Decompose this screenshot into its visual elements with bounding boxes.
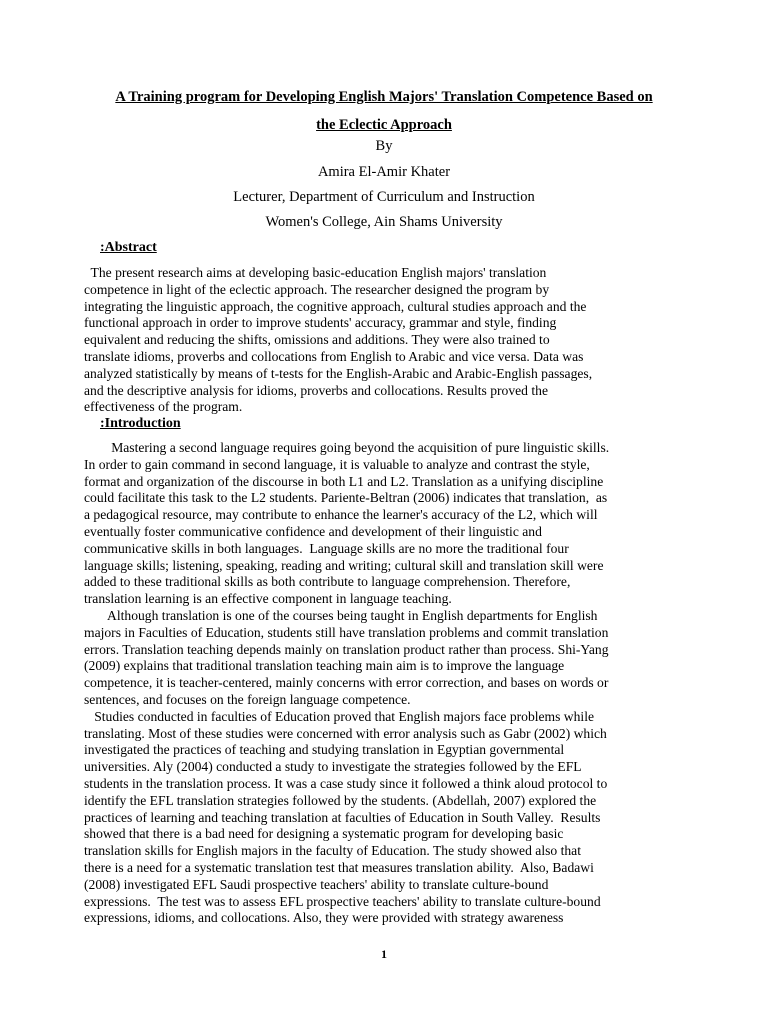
intro-line: communicative skills in both languages. Language skills are no more the traditional four	[84, 540, 569, 556]
introduction-heading: :Introduction	[100, 416, 181, 431]
abstract-line: and the descriptive analysis for idioms, proverbs and collocations. Results proved the	[84, 382, 548, 398]
abstract-line: functional approach in order to improve students' accuracy, grammar and style, finding	[84, 315, 557, 331]
intro-line: students in the translation process. It was a case study since it followed a think aloud protocol to	[84, 775, 608, 791]
intro-line: (2009) explains that traditional translation teaching main aim is to improve the language	[84, 658, 565, 674]
author-position: Lecturer, Department of Curriculum and Instruction	[233, 189, 535, 205]
intro-line: a pedagogical resource, may contribute to enhance the learner's accuracy of the L2, which will	[84, 507, 598, 523]
intro-line: errors. Translation teaching depends mainly on translation product rather than process. Shi-Yang	[84, 641, 609, 657]
intro-line: competence, it is teacher-centered, mainly concerns with error correction, and bases on words or	[84, 675, 609, 691]
abstract-line: The present research aims at developing basic-education English majors' translation	[84, 265, 547, 280]
intro-line: translation learning is an effective component in language teaching.	[84, 591, 452, 607]
paper-title	[84, 83, 684, 139]
abstract-body	[84, 265, 690, 416]
author-name: Amira El-Amir Khater	[317, 164, 451, 180]
abstract-line: equivalent and reducing the shifts, omissions and additions. They were also trained to	[84, 332, 550, 348]
intro-line: eventually foster communicative confidence and development of their linguistic and	[84, 523, 542, 539]
intro-line: Studies conducted in faculties of Education proved that English majors face problems while	[84, 708, 595, 724]
intro-line: (2008) investigated EFL Saudi prospective teachers' ability to translate culture-bound	[84, 876, 549, 892]
author-affiliation: Women's College, Ain Shams University	[265, 214, 503, 230]
by-line: By	[375, 138, 393, 154]
abstract-heading: :Abstract	[100, 240, 157, 255]
intro-line: majors in Faculties of Education, students still have translation problems and commit translation	[84, 624, 609, 640]
intro-line: added to these traditional skills as both contribute to language comprehension. Therefore,	[84, 574, 571, 590]
intro-line: Although translation is one of the courses being taught in English departments for English	[84, 607, 598, 623]
intro-line: translation skills for English majors in the faculty of Education. The study showed also that	[84, 843, 581, 859]
page-number: 1	[381, 947, 387, 961]
intro-line: expressions, idioms, and collocations. Also, they were provided with strategy awareness	[84, 910, 564, 926]
intro-line: Mastering a second language requires going beyond the acquisition of pure linguistic skills.	[84, 440, 610, 455]
intro-line: investigated the practices of teaching and studying translation in Egyptian governmental	[84, 742, 565, 758]
intro-line: practices of learning and teaching translation at faculties of Education in South Valley. Results	[84, 809, 601, 825]
abstract-line: analyzed statistically by means of t-tests for the English-Arabic and Arabic-English passages,	[84, 365, 593, 381]
intro-line: there is a need for a systematic translation test that measures translation ability. Also, Badawi	[84, 859, 594, 875]
intro-line: language skills; listening, speaking, reading and writing; cultural skill and translation skill were	[84, 557, 604, 573]
abstract-line: competence in light of the eclectic approach. The researcher designed the program by	[84, 281, 550, 297]
intro-line: could facilitate this task to the L2 students. Pariente-Beltran (2006) indicates that translation, as	[84, 490, 608, 506]
intro-line: translating. Most of these studies were concerned with error analysis such as Gabr (2002) which	[84, 725, 607, 741]
abstract-line: integrating the linguistic approach, the cognitive approach, cultural studies approach and the	[84, 298, 587, 314]
intro-line: expressions. The test was to assess EFL prospective teachers' ability to translate culture-bound	[84, 893, 601, 909]
abstract-line: translate idioms, proverbs and collocations from English to Arabic and vice versa. Data was	[84, 348, 584, 364]
introduction-body	[84, 440, 690, 927]
intro-line: universities. Aly (2004) conducted a study to investigate the strategies followed by the EFL	[84, 759, 582, 775]
paper-title-line-1: A Training program for Developing English Majors' Translation Competence Based on	[115, 89, 653, 105]
paper-title-line-2: the Eclectic Approach	[316, 117, 452, 133]
intro-line: identify the EFL translation strategies followed by the students. (Abdellah, 2007) explored the	[84, 792, 597, 808]
intro-line: sentences, and focuses on the foreign language competence.	[84, 691, 411, 707]
intro-line: In order to gain command in second language, it is valuable to analyze and contrast the style,	[84, 456, 590, 472]
intro-line: showed that there is a bad need for designing a systematic program for developing basic	[84, 826, 564, 842]
intro-line: format and organization of the discourse in both L1 and L2. Translation as a unifying discipline	[84, 473, 604, 489]
abstract-line: effectiveness of the program.	[84, 399, 243, 415]
